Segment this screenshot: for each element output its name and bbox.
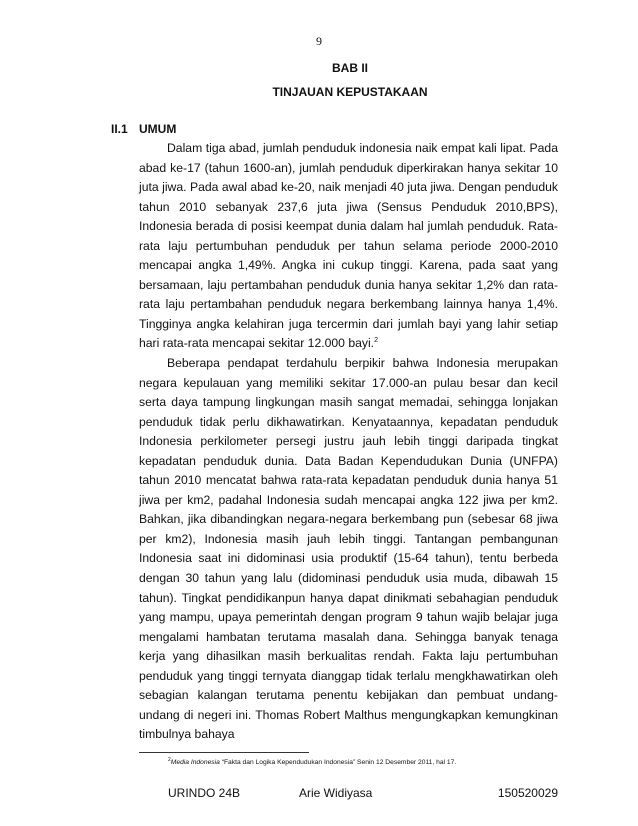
footnote-source: Media Indonesia — [170, 759, 220, 767]
footer-author: Arie Widiyasa — [299, 786, 373, 800]
paragraph — [139, 139, 558, 354]
footer-code: URINDO 24B — [168, 786, 241, 800]
section-title: UMUM — [139, 122, 177, 136]
chapter-heading: BAB II — [332, 61, 368, 75]
paragraph — [139, 354, 558, 745]
footnote-reference: 2 — [374, 337, 378, 345]
footnote-separator — [139, 752, 309, 753]
footnote-text: “Fakta dan Logika Kependudukan Indonesia” Senin 12 Desember 2011, hal 17. — [219, 759, 457, 767]
footnote — [168, 757, 568, 766]
body-text — [139, 139, 558, 745]
paragraph-text: Beberapa pendapat terdahulu berpikir bahwa Indonesia merupakan negara kepulauan yang memiliki sekitar 17.000-an pulau besar dan kecil serta daya tampung lingkungan masih sangat memadai, sehingga lonjakan penduduk tidak perlu dikhawatirkan. Kenyataannya, kepadatan penduduk Indonesia perkilometer persegi justru jauh lebih tinggi daripada tingkat kepadatan penduduk dunia. Data Badan Kependudukan Dunia (UNFPA) tahun 2010 mencatat bahwa rata-rata kepadatan penduduk dunia hanya 51 jiwa per km2, padahal Indonesia sudah mencapai angka 122 jiwa per km2. Bahkan, jika dibandingkan negara-negara berkembang pun (sebesar 68 jiwa per km2), Indonesia masih jauh lebih tinggi. Tantangan pembangunan Indonesia saat ini didominasi usia produktif (15-64 tahun), tentu berbeda dengan 30 tahun yang lalu (didominasi penduduk usia muda, dibawah 15 tahun). Tingkat pendidikanpun hanya dapat dinikmati sebahagian penduduk yang mampu, upaya pemerintah dengan program 9 tahun wajib belajar juga mengalami hambatan terutama masalah dana. Sehingga banyak tenaga kerja yang dihasilkan masih berkualitas rendah. Fakta laju pertumbuhan penduduk yang tinggi ternyata dianggap tidak terlalu mengkhawatirkan oleh sebagian kalangan terutama penentu kebijakan dan pembuat undang-undang di negeri ini. Thomas Robert Malthus mengungkapkan kemungkinan timbulnya bahaya — [139, 356, 558, 742]
footer-id: 150520029 — [497, 786, 558, 800]
chapter-title: TINJAUAN KEPUSTAKAAN — [272, 85, 428, 99]
paragraph-text: Dalam tiga abad, jumlah penduduk indonesia naik empat kali lipat. Pada abad ke-17 (tahun 1600-an), jumlah penduduk diperkirakan hanya sekitar 10 juta jiwa. Pada awal abad ke-20, naik menjadi 40 juta jiwa. Dengan penduduk tahun 2010 sebanyak 237,6 juta jiwa (Sensus Penduduk 2010,BPS), Indonesia berada di posisi keempat dunia dalam hal jumlah penduduk. Rata-rata laju pertumbuhan penduduk per tahun selama periode 2000-2010 mencapai angka 1,49%. Angka ini cukup tinggi. Karena, pada saat yang bersamaan, laju pertambahan penduduk dunia hanya sekitar 1,2% dan rata-rata laju pertambahan penduduk negara berkembang lainnya hanya 1,4%. Tingginya angka kelahiran juga tercermin dari jumlah bayi yang lahir setiap hari rata-rata mencapai sekitar 12.000 bayi. — [139, 141, 558, 351]
footnote-number: 2 — [168, 757, 171, 763]
page-number: 9 — [316, 34, 322, 48]
section-number: II.1 — [111, 122, 128, 136]
